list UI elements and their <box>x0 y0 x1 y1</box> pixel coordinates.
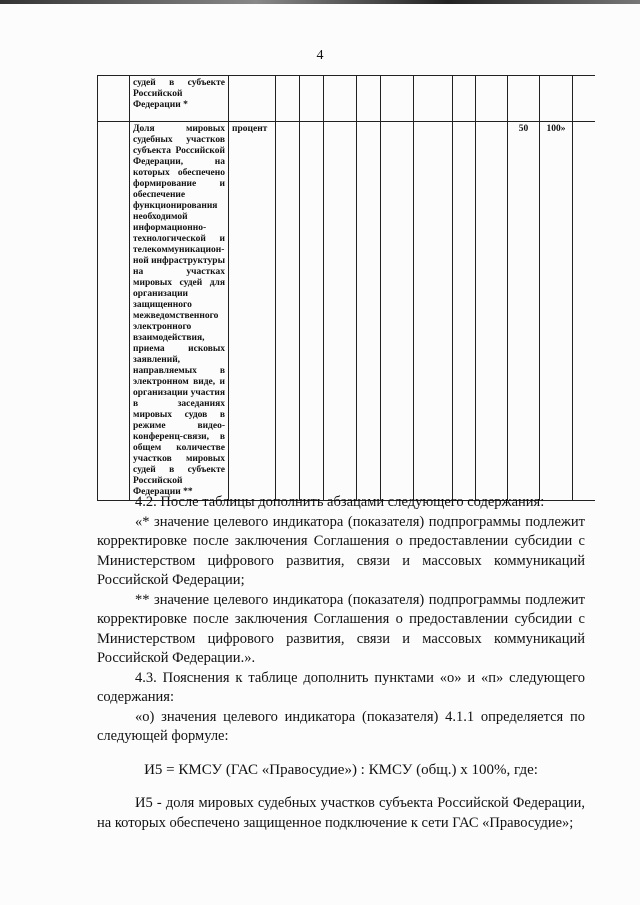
paragraph: 4.3. Пояснения к таблице дополнить пунктами «о» и «п» следующего содержания: <box>97 669 585 705</box>
paragraph: 4.2. После таблицы дополнить абзацами следующего содержания: <box>135 494 545 510</box>
indicator-name: судей в субъекте Российской Федерации * <box>130 76 229 122</box>
indicator-name: Доля мировых судебных участков субъекта Российской Федерации, на которых обеспечено формирование и обеспечение функционирования необходимой информационно-технологической и телекоммуникацион-ной инфраструктуры на участках мировых судей для организации защищенного межведомственного электронного взаимодействия, приема исковых заявлений, направляемых в электронном виде, и организации участия в заседаниях мировых судов в режиме видео-конференц-связи, в общем количестве участков мировых судей в субъекте Российской Федерации ** <box>130 122 229 501</box>
paragraph: И5 - доля мировых судебных участков субъекта Российской Федерации, на которых обеспечено защищенное подключение к сети ГАС «Правосудие»; <box>97 795 585 831</box>
scan-edge <box>0 0 640 4</box>
value-cell: 50 <box>508 122 540 501</box>
page-number: 4 <box>316 48 324 63</box>
indicator-table <box>97 75 595 501</box>
paragraph: «о) значения целевого индикатора (показателя) 4.1.1 определяется по следующей формуле: <box>97 708 585 744</box>
paragraph: «* значение целевого индикатора (показателя) подпрограммы подлежит корректировке после заключения Соглашения о предоставлении субсидии с Министерством цифрового развития, связи и массовых коммуникаций Российской Федерации; <box>97 513 585 588</box>
table-row <box>98 76 596 122</box>
table-row <box>98 122 596 501</box>
unit: процент <box>229 122 276 501</box>
formula: И5 = КМСУ (ГАС «Правосудие») : КМСУ (общ.) х 100%, где: <box>144 761 538 778</box>
document-body <box>97 493 585 833</box>
value-cell: 100» <box>540 122 573 501</box>
paragraph: ** значение целевого индикатора (показателя) подпрограммы подлежит корректировке после заключения Соглашения о предоставлении субсидии с Министерством цифрового развития, связи и массовых коммуникаций Российской Федерации.». <box>97 591 585 666</box>
